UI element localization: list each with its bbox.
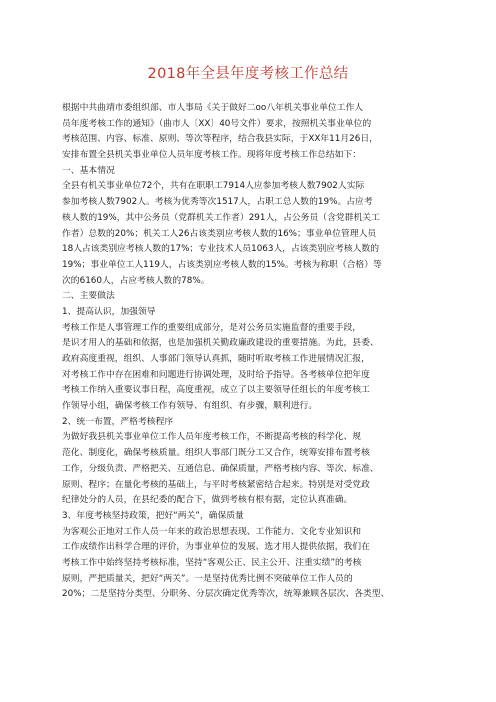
text-line: 2、统一布置，严格考核程序: [62, 416, 174, 427]
text-line: 作领导小组，确保考核工作有领导、有组织、有步骤，顺利进行。: [62, 401, 318, 412]
text-line: 二、主要做法: [62, 291, 115, 302]
text-line: 考核工作纳入重要议事日程，高度重视，成立了以主要领导任组长的年度考核工: [62, 385, 370, 396]
text-line: 原则、程序；在量化考核的基础上，与平时考核紧密结合起来。特别是对受党政: [62, 479, 370, 490]
text-line: 纪律处分的人员，在县纪委的配合下，做到考核有根有据，定位认真准确。: [62, 495, 353, 506]
document-title: 2018年全县年度考核工作总结: [147, 66, 349, 82]
text-line: 安排布置全县机关事业单位人员年度考核工作。现将年度考核工作总结如下：: [62, 150, 362, 161]
text-line: 员年度考核工作的通知》（曲市人〔XX〕40号文件）要求，按照机关事业单位的: [62, 118, 372, 129]
text-line: 考核范围、内容、标准、原则、等次等程序，结合我县实际，于XX年11月26日，: [62, 134, 378, 145]
text-line: 一、基本情况: [62, 165, 115, 176]
text-line: 20%；二是坚持分类型、分职务、分层次确定优秀等次，统筹兼顾各层次、各类型、: [62, 589, 390, 600]
text-line: 是识才用人的基础和依据，也是加强机关勤政廉政建设的重要措施。为此，县委、: [62, 338, 379, 349]
text-line: 根据中共曲靖市委组织部、市人事局《关于做好二oo八年机关事业单位工作人: [62, 103, 364, 113]
text-line: 参加考核人数7902人。考核为优秀等次1517人，占职工总人数的19%。占应考: [62, 197, 373, 208]
text-line: 工作，分级负责、严格把关、互通信息、确保质量，严格考核内容、等次、标准、: [62, 463, 379, 474]
text-line: 为客观公正地对工作人员一年来的政治思想表现、工作能力、文化专业知识和: [62, 526, 362, 537]
text-line: 对考核工作中存在困难和问题进行协调处理，及时给予指导。各考核单位把年度: [62, 369, 370, 380]
text-line: 政府高度重视，组织、人事部门领导认真抓，随时听取考核工作进展情况汇报，: [62, 354, 370, 364]
document-body: [62, 101, 442, 603]
text-line: 作者）总数的20%；机关工人26占该类别应考核人数的16%；事业单位管理人员: [62, 228, 377, 239]
text-line: 考核工作是人事管理工作的重要组成部分，是对公务员实施监督的重要手段，: [62, 322, 362, 333]
text-line: 范化、制度化，确保考核质量。组织人事部门既分工又合作，统筹安排布置考核: [62, 448, 370, 459]
text-line: 全县有机关事业单位72个，共有在职职工7914人应参加考核人数7902人实际: [62, 181, 365, 192]
text-line: 次的6160人，占应考核人数的78%。: [62, 275, 210, 286]
text-line: 考核工作中始终坚持考核标准，坚持“客观公正、民主公开、注重实绩”的考核: [62, 557, 362, 568]
text-line: 为做好我县机关事业单位工作人员年度考核工作，不断提高考核的科学化、规: [62, 432, 362, 443]
text-line: 1、提高认识，加强领导: [62, 306, 156, 317]
text-line: 核人数的19%，其中公务员（党群机关工作者）291人，占公务员（含党群机关工: [62, 212, 380, 223]
text-line: 18人占该类别应考核人数的17%；专业技术人员1063人，占该类别应考核人数的: [62, 244, 380, 255]
text-line: 原则，严把质量关，把好“两关”。一是坚持优秀比例不突破单位工作人员的: [62, 573, 353, 584]
text-line: 3、年度考核坚持政策，把好“两关”，确保质量: [62, 510, 244, 521]
text-line: 19%；事业单位工人119人，占该类别应考核人数的15%。考核为称职（合格）等: [62, 259, 382, 270]
text-line: 工作成绩作出科学合理的评价，为事业单位的发展、选才用人提供依据，我们在: [62, 542, 370, 553]
